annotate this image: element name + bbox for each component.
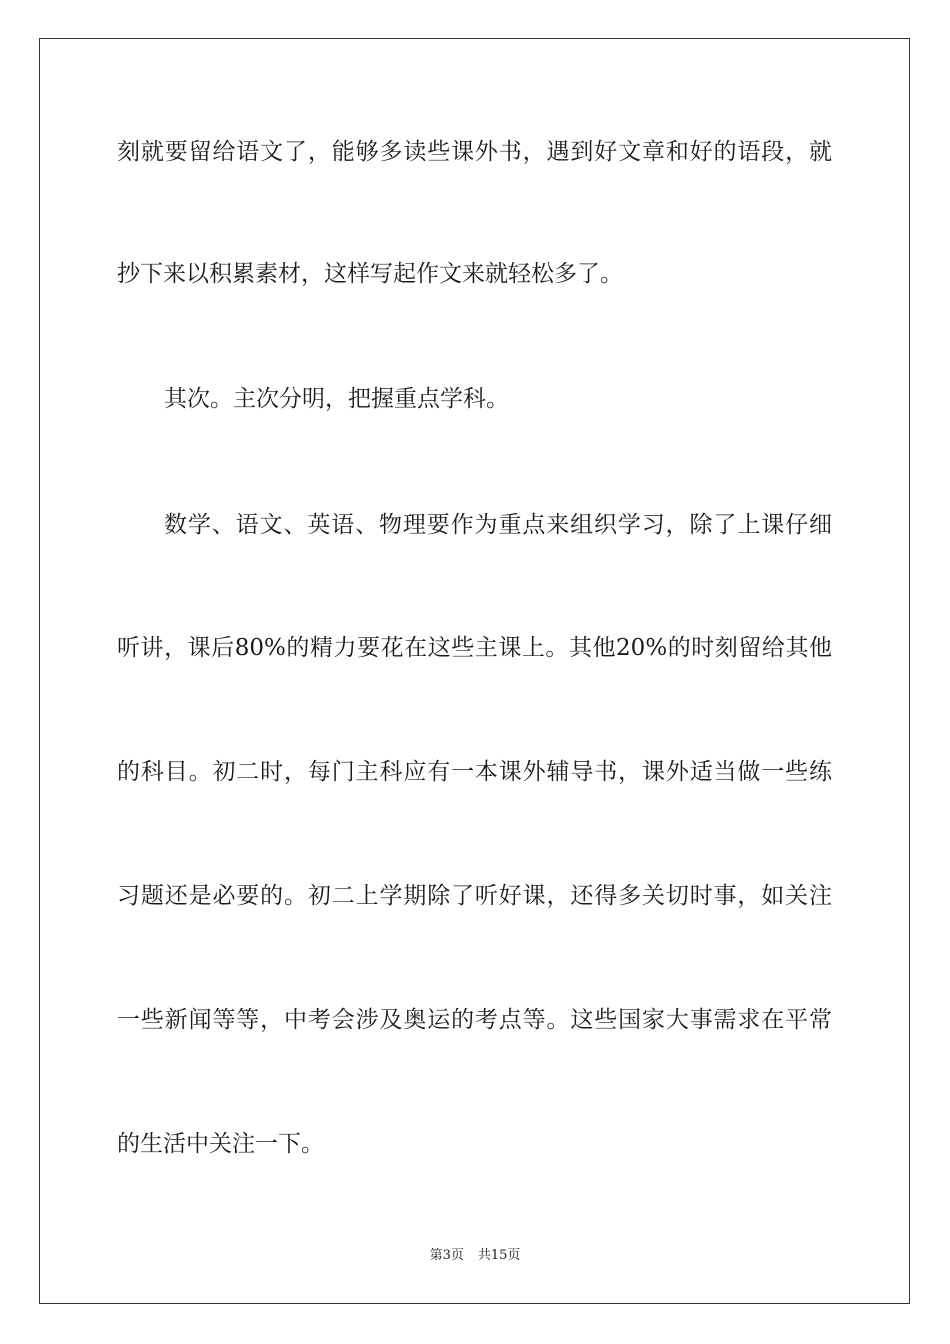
page-footer [0, 1247, 950, 1265]
text-line-8: 一些新闻等等，中考会涉及奥运的考点等。这些国家大事需求在平常 [117, 1007, 832, 1033]
text-line-6: 的科目。初二时，每门主科应有一本课外辅导书，课外适当做一些练 [117, 759, 832, 785]
text-line-9: 的生活中关注一下。 [117, 1131, 324, 1157]
page-number: 第3页 [429, 1248, 464, 1263]
section-heading: 其次。主次分明，把握重点学科。 [164, 386, 509, 412]
text-line-2: 抄下来以积累素材，这样写起作文来就轻松多了。 [117, 261, 623, 287]
page-total: 共15页 [477, 1248, 521, 1263]
text-line-7: 习题还是必要的。初二上学期除了听好课，还得多关切时事，如关注 [117, 883, 832, 909]
text-line-4: 数学、语文、英语、物理要作为重点来组织学习，除了上课仔细 [164, 512, 832, 538]
text-line-5: 听讲，课后80%的精力要花在这些主课上。其他20%的时刻留给其他 [117, 635, 832, 661]
text-line-1: 刻就要留给语文了，能够多读些课外书，遇到好文章和好的语段，就 [117, 139, 832, 165]
